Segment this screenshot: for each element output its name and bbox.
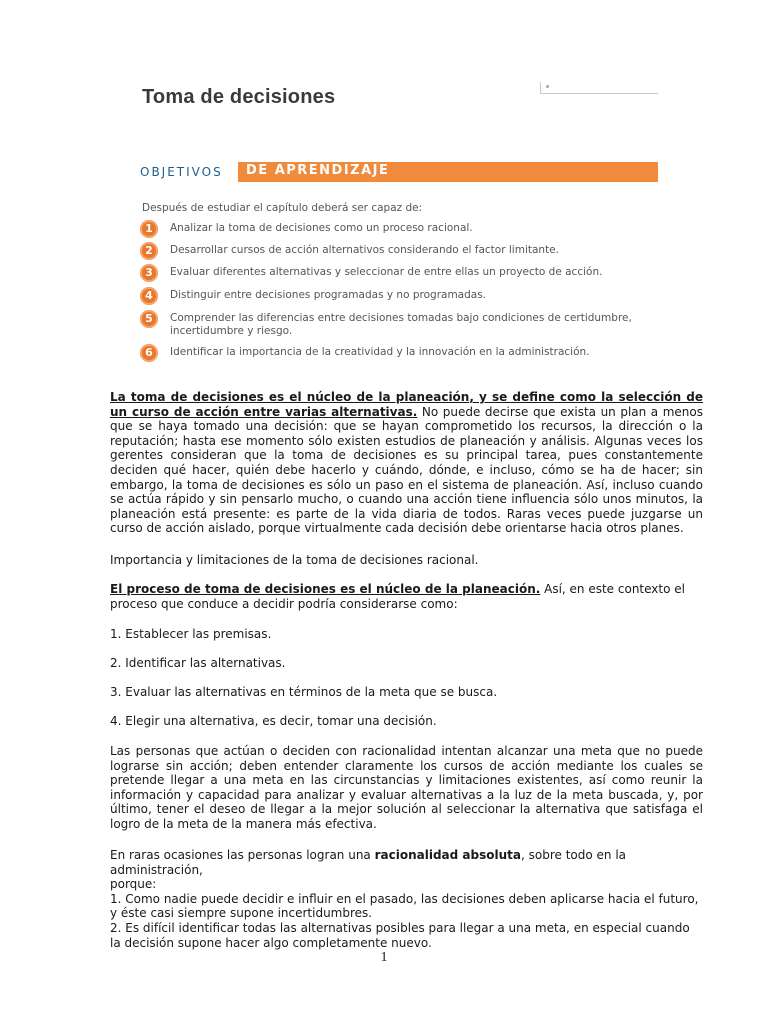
definition-highlight: La toma de decisiones es el núcleo de la planeación, y se define como la selección de un curso de acción entre varias alternativas. <box>110 390 703 419</box>
objective-text <box>170 312 660 338</box>
objectives-label: OBJETIVOS <box>140 165 223 179</box>
paragraph-process <box>110 582 703 611</box>
objectives-banner-text: DE APRENDIZAJE <box>246 163 390 178</box>
process-step: 3. Evaluar las alternativas en términos de la meta que se busca. <box>110 685 498 699</box>
page-title: Toma de decisiones <box>142 86 336 108</box>
objectives-intro: Después de estudiar el capítulo deberá ser capaz de: <box>142 202 423 214</box>
text-run: , sobre todo en la administración, <box>110 848 627 877</box>
absolute-rationality-line <box>110 848 703 877</box>
number-badge-icon: 5 <box>140 310 158 328</box>
number-badge-icon: 4 <box>140 287 158 305</box>
number-badge-icon: 1 <box>140 220 158 238</box>
objective-text-line: incertidumbre y riesgo. <box>170 325 293 337</box>
objective-text: Desarrollar cursos de acción alternativos considerando el factor limitante. <box>170 244 559 256</box>
decoration-dot <box>546 85 549 88</box>
objective-text: Evaluar diferentes alternativas y seleccionar de entre ellas un proyecto de acción. <box>170 266 603 278</box>
page-number: 1 <box>380 950 388 965</box>
process-step: 4. Elegir una alternativa, es decir, tomar una decisión. <box>110 714 437 728</box>
process-highlight: El proceso de toma de decisiones es el núcleo de la planeación. <box>110 582 541 596</box>
absolute-rationality-term: racionalidad absoluta <box>374 848 521 862</box>
section-heading: Importancia y limitaciones de la toma de decisiones racional. <box>110 553 479 567</box>
text-line: porque: <box>110 877 157 892</box>
process-step: 1. Establecer las premisas. <box>110 627 272 641</box>
corner-decoration <box>538 82 658 94</box>
process-body: Así, en este contexto el proceso que conduce a decidir podría considerarse como: <box>110 582 685 611</box>
paragraph-absolute-rationality <box>110 848 703 950</box>
text-run: En raras ocasiones las personas logran una <box>110 848 375 862</box>
text-line: 2. Es difícil identificar todas las alternativas posibles para llegar a una meta, en especial cuando <box>110 920 690 935</box>
number-badge-icon: 6 <box>140 344 158 362</box>
definition-body: No puede decirse que exista un plan a menos que se haya tomado una decisión: que se hayan comprometido los recursos, la dirección o la reputación; hasta ese momento sólo existen estudios de planeación y análisis. Algunas veces los gerentes consideran que la toma de decisiones es su principal tarea, pues constantemente deciden qué hacer, quién debe hacerlo y cuándo, dónde, e incluso, cómo se ha de hacer; sin embargo, la toma de decisiones es sólo un paso en el sistema de planeación. Así, incluso cuando se actúa rápido y sin pensarlo mucho, o cuando una acción tiene influencia sólo unos minutos, la planeación está presente: es parte de la vida diaria de todos. Raras veces puede juzgarse un curso de acción aislado, porque virtualmente cada decisión debe orientarse hacia otros planes. <box>110 404 703 536</box>
objective-text: Distinguir entre decisiones programadas y no programadas. <box>170 289 487 301</box>
text-line: y éste casi siempre supone incertidumbres. <box>110 906 373 921</box>
decoration-horizontal-line <box>540 93 658 94</box>
paragraph-rationality: Las personas que actúan o deciden con racionalidad intentan alcanzar una meta que no puede lograrse sin acción; deben entender claramente los cursos de acción mediante los cuales se pretende llegar a una meta en las circunstancias y limitaciones existentes, así como reunir la información y capacidad para analizar y evaluar alternativas a la luz de la meta buscada, y, por último, tener el deseo de llegar a la mejor solución al seleccionar la alternativa que satisfaga el logro de la meta de la manera más efectiva. <box>110 744 703 831</box>
number-badge-icon: 3 <box>140 264 158 282</box>
process-step: 2. Identificar las alternativas. <box>110 656 286 670</box>
objective-text: Analizar la toma de decisiones como un proceso racional. <box>170 222 473 234</box>
number-badge-icon: 2 <box>140 242 158 260</box>
objective-text-line: Comprender las diferencias entre decisiones tomadas bajo condiciones de certidumbre, <box>170 312 632 324</box>
objectives-banner <box>238 162 658 182</box>
text-line: 1. Como nadie puede decidir e influir en el pasado, las decisiones deben aplicarse hacia el futuro, <box>110 891 699 906</box>
objective-text: Identificar la importancia de la creatividad y la innovación en la administración. <box>170 346 590 358</box>
paragraph-definition <box>110 390 703 536</box>
text-line: la decisión supone hacer algo completamente nuevo. <box>110 935 432 950</box>
